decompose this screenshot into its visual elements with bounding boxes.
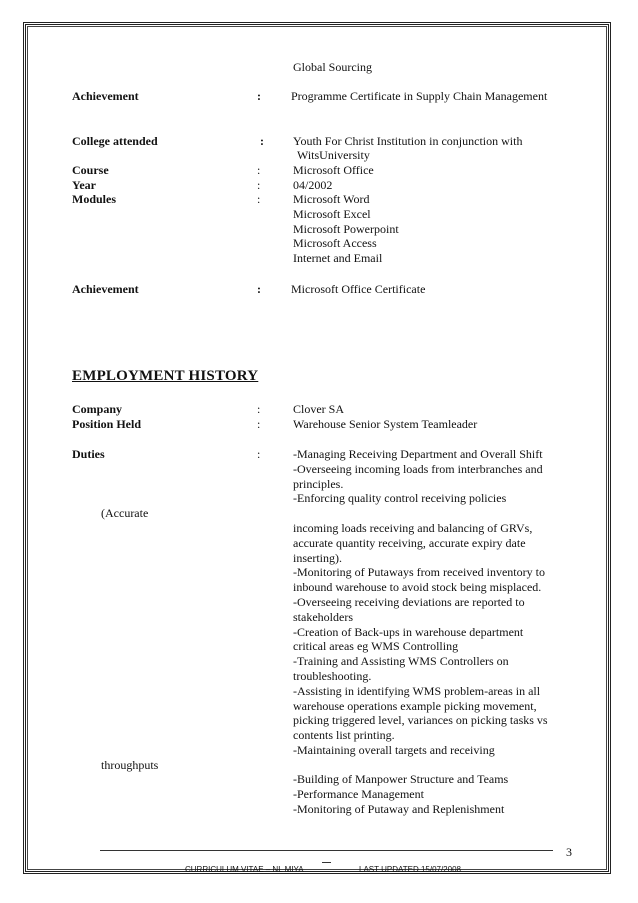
duties-block3 bbox=[293, 772, 508, 816]
course-value: Microsoft Office bbox=[293, 163, 374, 177]
duty-line: warehouse operations example picking movement, bbox=[293, 698, 537, 713]
duty-line: -Assisting in identifying WMS problem-areas in all bbox=[293, 683, 541, 698]
duty-line: -Building of Manpower Structure and Teams bbox=[293, 772, 509, 786]
duty-line: -Creation of Back-ups in warehouse department bbox=[293, 624, 524, 639]
duty-line: stakeholders bbox=[293, 609, 353, 624]
global-sourcing-text: Global Sourcing bbox=[293, 60, 372, 74]
duty-line: principles. bbox=[293, 476, 344, 491]
duty-line: inbound warehouse to avoid stock being misplaced. bbox=[293, 580, 542, 595]
position-value: Warehouse Senior System Teamleader bbox=[293, 417, 478, 431]
duty-line: -Overseeing receiving deviations are reported to bbox=[293, 594, 525, 609]
duty-line: -Monitoring of Putaway and Replenishment bbox=[293, 801, 505, 816]
modules-label: Modules bbox=[72, 192, 117, 206]
duty-line: -Managing Receiving Department and Overall Shift bbox=[293, 447, 543, 461]
college-value-line1: Youth For Christ Institution in conjunction with bbox=[293, 134, 523, 148]
module-item: Internet and Email bbox=[293, 251, 383, 266]
course-label: Course bbox=[72, 163, 109, 177]
position-colon: : bbox=[257, 417, 261, 431]
company-value: Clover SA bbox=[293, 402, 344, 416]
duty-line: -Performance Management bbox=[293, 786, 424, 801]
college-colon: : bbox=[260, 134, 264, 148]
duty-line: contents list printing. bbox=[293, 728, 395, 743]
footer-cv-title: CURRICULUM VITAE – NL MIYA bbox=[185, 865, 304, 874]
year-value: 04/2002 bbox=[293, 178, 333, 192]
achievement2-value: Microsoft Office Certificate bbox=[291, 282, 426, 296]
footer-rule bbox=[100, 850, 553, 851]
module-item: Microsoft Powerpoint bbox=[293, 221, 399, 236]
duty-line: critical areas eg WMS Controlling bbox=[293, 639, 459, 654]
year-colon: : bbox=[257, 178, 261, 192]
page-number: 3 bbox=[566, 845, 572, 859]
achievement-value: Programme Certificate in Supply Chain Management bbox=[291, 89, 548, 103]
footer-last-updated: LAST UPDATED 15/07/2008 bbox=[359, 865, 461, 874]
duty-line: -Maintaining overall targets and receiving bbox=[293, 742, 495, 757]
duty-line: -Enforcing quality control receiving policies bbox=[293, 491, 507, 506]
course-colon: : bbox=[257, 163, 261, 177]
duty-line: -Training and Assisting WMS Controllers on bbox=[293, 654, 509, 669]
duty-line: picking triggered level, variances on picking tasks vs bbox=[293, 713, 548, 728]
modules-list bbox=[293, 192, 399, 266]
duties-label: Duties bbox=[72, 447, 105, 461]
duty-line: -Monitoring of Putaways from received inventory to bbox=[293, 565, 545, 580]
duties-colon: : bbox=[257, 447, 261, 461]
duty-line: -Overseeing incoming loads from interbranches and bbox=[293, 461, 543, 476]
achievement-colon: : bbox=[257, 89, 261, 103]
achievement2-colon: : bbox=[257, 282, 261, 296]
company-label: Company bbox=[72, 402, 123, 416]
duty-line: inserting). bbox=[293, 550, 342, 565]
achievement-label: Achievement bbox=[72, 89, 139, 103]
college-value-line2: WitsUniversity bbox=[297, 148, 370, 162]
duties-block1 bbox=[293, 447, 543, 506]
duty-line: troubleshooting. bbox=[293, 668, 372, 683]
college-label: College attended bbox=[72, 134, 158, 148]
throughputs-text: throughputs bbox=[101, 758, 159, 772]
position-label: Position Held bbox=[72, 417, 142, 431]
duty-line: incoming loads receiving and balancing of GRVs, bbox=[293, 521, 533, 535]
module-item: Microsoft Word bbox=[293, 192, 370, 206]
accurate-text: (Accurate bbox=[101, 506, 149, 520]
duty-line: accurate quantity receiving, accurate expiry date bbox=[293, 535, 526, 550]
duties-block2 bbox=[293, 521, 548, 758]
employment-history-heading: EMPLOYMENT HISTORY bbox=[72, 368, 259, 384]
module-item: Microsoft Excel bbox=[293, 206, 371, 221]
achievement2-label: Achievement bbox=[72, 282, 139, 296]
footer-dash bbox=[322, 862, 331, 863]
company-colon: : bbox=[257, 402, 261, 416]
year-label: Year bbox=[72, 178, 96, 192]
module-item: Microsoft Access bbox=[293, 236, 377, 251]
modules-colon: : bbox=[257, 192, 261, 206]
